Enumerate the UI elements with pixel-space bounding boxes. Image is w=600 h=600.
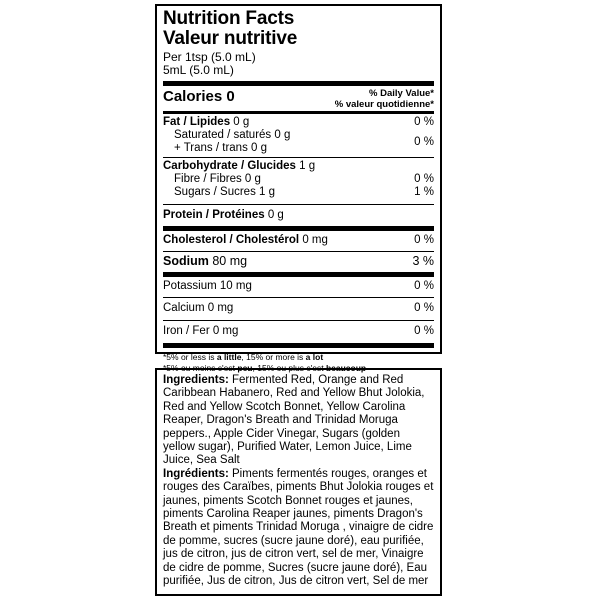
cholesterol-amount: 0 mg [302,234,328,246]
potassium-pct: 0 % [414,280,434,292]
calcium-label: Calcium 0 mg [163,302,234,314]
cholesterol-pct: 0 % [414,234,434,246]
calcium-row [163,298,434,320]
calcium-pct: 0 % [414,302,434,314]
fat-pct: 0 % [414,116,434,128]
carb-row [163,160,434,173]
potassium-row [163,277,434,297]
ingredients-label-en: Ingredients: [163,374,229,386]
carb-label: Carbohydrate / Glucides [163,160,296,172]
ingredients-panel [155,368,442,596]
ingredients-label-fr: Ingrédients: [163,467,229,480]
sodium-pct: 3 % [412,254,434,268]
iron-pct: 0 % [414,325,434,337]
serving-line-2: 5mL (5.0 mL) [163,63,234,77]
sugars-pct: 1 % [414,186,434,198]
dv-header-french: % valeur quotidienne* [334,99,434,110]
footnote-english [163,352,434,363]
potassium-label: Potassium 10 mg [163,280,252,292]
title-english: Nutrition Facts [163,8,295,29]
footnote-fr-bold: beaucoup [325,363,367,373]
ingredients-french [163,468,434,589]
sugars-label: Sugars / Sucres 1 g [174,186,275,198]
footnote-en-bold: a little [216,352,242,362]
calories-label: Calories 0 [163,88,235,105]
sat-trans-pct: 0 % [414,135,434,148]
fibre-label: Fibre / Fibres 0 g [174,173,261,185]
fat-amount: 0 g [233,116,250,128]
ingredients-text-fr: Piments fermentés rouges, oranges et rouges des Caraïbes, piments Bhut Jolokia rouges et jaunes, piments Scotch Bonnet rouges et jaunes, piments Carolina Reaper jaunes, piments Dragon's Breath et piments Trinidad Moruga , vinaigre de cidre de pomme, sucres (sucre jaune doré), eau purifiée, jus de citron, jus de citron vert, sel de mer, Vinaigre de cidre de pomme, Sucres (sucre jaune doré), Eau purifiée, Jus de citron, Jus de citron vert, Sel de mer [163,467,434,588]
footnote-fr-text: , 15% ou plus c'est [252,363,326,373]
serving-line-1: Per 1tsp (5.0 mL) [163,50,256,64]
fat-label: Fat / Lipides [163,116,231,128]
footnote-fr-bold: peu [237,363,253,373]
carb-group [163,158,434,204]
trans-label: + Trans / trans 0 g [174,142,268,154]
sodium-row [163,252,434,271]
daily-value-header [335,88,434,110]
iron-label: Iron / Fer 0 mg [163,325,239,337]
sodium-amount: 80 mg [212,254,248,268]
sodium-label: Sodium [163,254,209,268]
serving-size [163,51,434,77]
fat-row [163,116,434,129]
dv-header-english: % Daily Value* [369,88,434,99]
fibre-pct: 0 % [414,173,434,185]
sat-trans-row [163,129,434,155]
ingredients-english [163,374,434,468]
footnote-fr-text: *5% ou moins c'est [163,363,238,373]
iron-row [163,321,434,342]
ingredients-text-en: Fermented Red, Orange and Red Caribbean Habanero, Red and Yellow Bhut Jolokia, Red and Yellow Scotch Bonnet, Yellow Carolina Reaper, Dragon's Breath and Trinidad Moruga peppers., Apple Cider Vinegar, Sugars (golden yellow sugar), Purified Water, Lemon Juice, Lime Juice, Sea Salt [163,374,425,467]
cholesterol-row [163,231,434,251]
protein-label: Protein / Protéines [163,209,265,221]
protein-amount: 0 g [267,209,284,221]
footnote-en-bold: a lot [305,352,324,362]
nutrition-facts-panel [155,4,442,373]
cholesterol-label: Cholesterol / Cholestérol [163,234,300,246]
saturated-label: Saturated / saturés 0 g [174,129,291,141]
carb-amount: 1 g [299,160,316,172]
title-french: Valeur nutritive [163,28,298,49]
protein-row [163,205,434,225]
footnote-en-text: , 15% or more is [241,352,306,362]
footnote-en-text: *5% or less is [163,352,217,362]
calories-row [163,86,434,111]
fat-group [163,114,434,157]
sugars-row [163,186,434,199]
fibre-row [163,173,434,186]
